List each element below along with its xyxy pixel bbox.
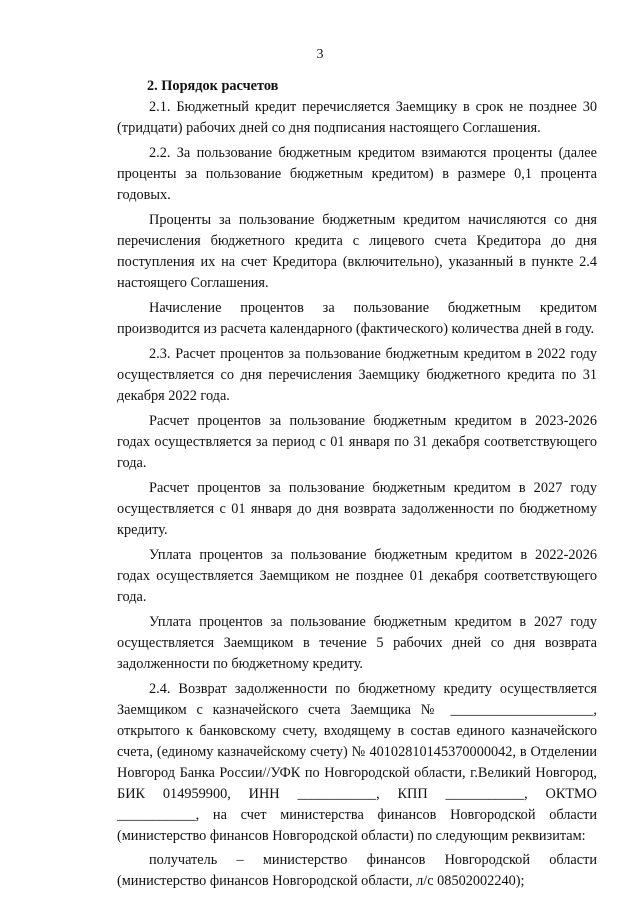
paragraph-2-1: 2.1. Бюджетный кредит перечисляется Заемщику в срок не позднее 30 (тридцати) рабочих дней со дня подписания настоящего Соглашения.	[117, 99, 597, 136]
paragraph-2-3: 2.3. Расчет процентов за пользование бюджетным кредитом в 2022 году осуществляется со дня перечисления Заемщику бюджетного кредита по 31 декабря 2022 года.	[117, 346, 597, 404]
paragraph-payment-2022-2026: Уплата процентов за пользование бюджетным кредитом в 2022-2026 годах осуществляется Заемщиком не позднее 01 декабря соответствующего года.	[117, 547, 597, 605]
paragraph-interest-calculation: Начисление процентов за пользование бюджетным кредитом производится из расчета календарного (фактического) количества дней в году.	[117, 300, 597, 337]
section-heading: 2. Порядок расчетов	[147, 78, 279, 94]
paragraph-interest-accrual: Проценты за пользование бюджетным кредитом начисляются со дня перечисления бюджетного кредита с лицевого счета Кредитора до дня поступления их на счет Кредитора (включительно), указанный в пункте 2.4 настоящего Соглашения.	[117, 212, 597, 291]
document-body	[117, 76, 597, 896]
paragraph-calc-2027: Расчет процентов за пользование бюджетным кредитом в 2027 году осуществляется с 01 января до дня возврата задолженности по бюджетному кредиту.	[117, 480, 597, 538]
paragraph-2-2: 2.2. За пользование бюджетным кредитом взимаются проценты (далее проценты за пользование бюджетным кредитом) в размере 0,1 процента годовых.	[117, 145, 597, 203]
paragraph-payment-2027: Уплата процентов за пользование бюджетным кредитом в 2027 году осуществляется Заемщиком в течение 5 рабочих дней со дня возврата задолженности по бюджетному кредиту.	[117, 614, 597, 672]
page-number: 3	[316, 47, 324, 62]
paragraph-2-4: 2.4. Возврат задолженности по бюджетному кредиту осуществляется Заемщиком с казначейского счета Заемщика № ____________________, открытого к банковскому счету, входящему в состав единого казначейского счета, (единому казначейскому счету) № 40102810145370000042, в Отделении Новгород Банка России//УФК по Новгородской области, г.Великий Новгород, БИК 014959900, ИНН ___________, КПП ___________, ОКТМО ___________, на счет министерства финансов Новгородской области (министерство финансов Новгородской области) по следующим реквизитам:	[117, 681, 597, 844]
paragraph-calc-2023-2026: Расчет процентов за пользование бюджетным кредитом в 2023-2026 годах осуществляется за период с 01 января по 31 декабря соответствующего года.	[117, 413, 597, 471]
paragraph-recipient: получатель – министерство финансов Новгородской области (министерство финансов Новгородской области, л/с 08502002240);	[117, 852, 597, 889]
